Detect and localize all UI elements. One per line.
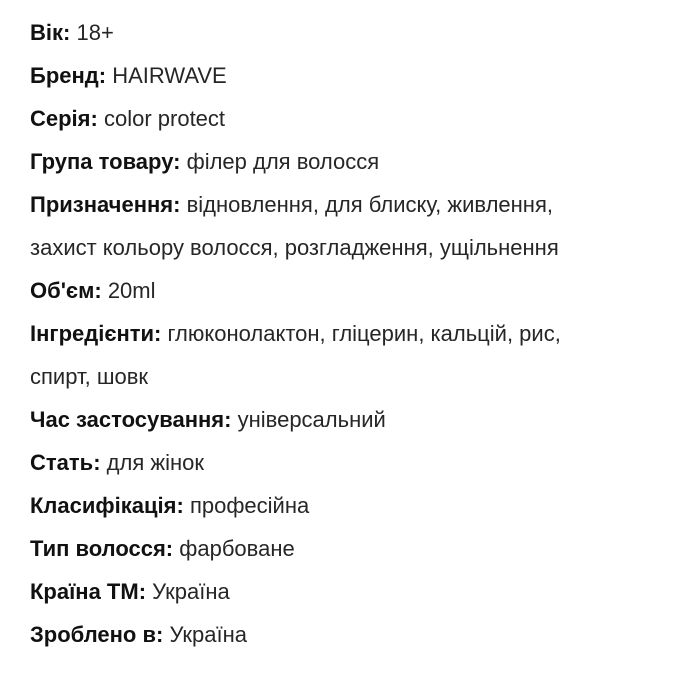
spec-value: HAIRWAVE [112, 63, 227, 88]
spec-label: Бренд: [30, 63, 107, 88]
spec-value: філер для волосся [186, 149, 380, 174]
spec-label: Зроблено в: [30, 622, 164, 647]
spec-label: Інгредієнти: [30, 321, 162, 346]
spec-label: Країна ТМ: [30, 579, 147, 604]
spec-value: color protect [103, 106, 226, 131]
spec-label: Серія: [30, 106, 98, 131]
spec-row-volume [30, 269, 680, 312]
spec-row-application-time [30, 398, 680, 441]
product-specs-list [30, 11, 680, 656]
spec-label: Час застосування: [30, 407, 232, 432]
spec-row-brand-country [30, 570, 680, 613]
spec-row-brand [30, 54, 680, 97]
spec-value: відновлення, для блиску, живлення, [186, 192, 553, 217]
spec-row-hair-type [30, 527, 680, 570]
spec-value: для жінок [106, 450, 204, 475]
spec-label: Об'єм: [30, 278, 102, 303]
spec-value: Україна [169, 622, 248, 647]
spec-row-gender [30, 441, 680, 484]
spec-row-purpose [30, 183, 680, 226]
spec-row-made-in [30, 613, 680, 656]
spec-label: Вік: [30, 20, 71, 45]
spec-value: глюконолактон, гліцерин, кальцій, рис, [167, 321, 561, 346]
spec-label: Група товару: [30, 149, 181, 174]
spec-label: Тип волосся: [30, 536, 174, 561]
spec-row-ingredients-continued [30, 355, 680, 398]
spec-value: Україна [152, 579, 230, 604]
spec-value: професійна [189, 493, 310, 518]
spec-label: Призначення: [30, 192, 181, 217]
spec-row-purpose-continued [30, 226, 680, 269]
spec-value: 18+ [76, 20, 114, 45]
spec-value: універсальний [237, 407, 386, 432]
spec-value: 20ml [107, 278, 156, 303]
spec-value: спирт, шовк [30, 364, 149, 389]
spec-row-series [30, 97, 680, 140]
spec-label: Стать: [30, 450, 101, 475]
spec-label: Класифікація: [30, 493, 184, 518]
spec-value: захист кольору волосся, розгладження, ущільнення [30, 235, 559, 260]
spec-value: фарбоване [179, 536, 295, 561]
spec-row-age [30, 11, 680, 54]
spec-row-ingredients [30, 312, 680, 355]
spec-row-product-group [30, 140, 680, 183]
spec-row-classification [30, 484, 680, 527]
